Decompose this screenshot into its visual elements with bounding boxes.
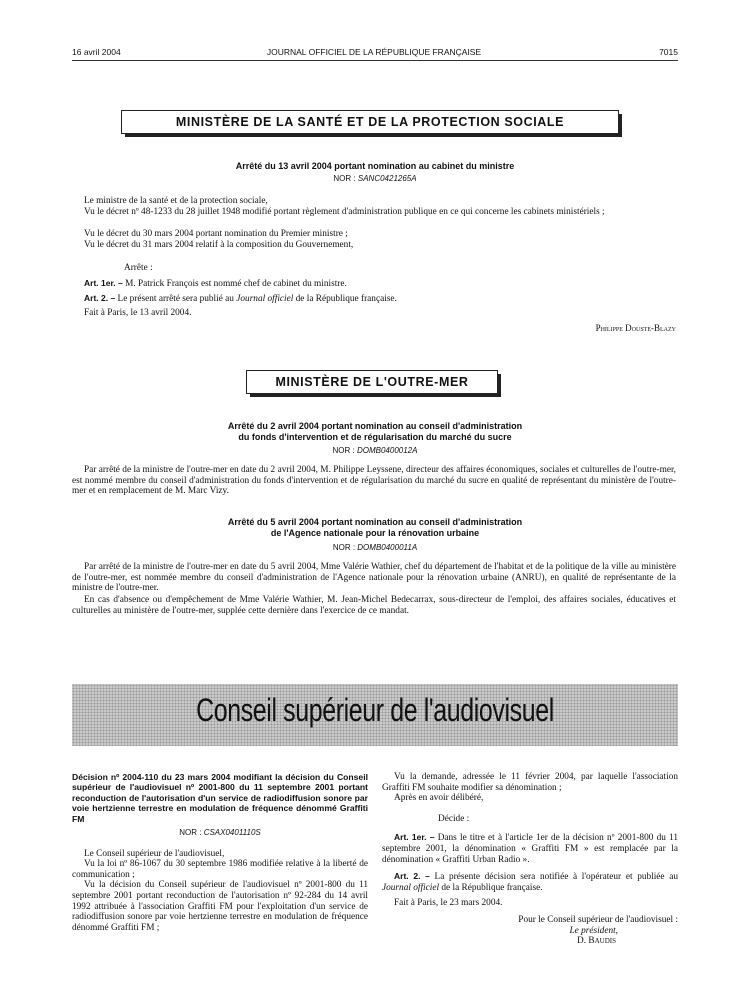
sante-arrete-label: Arrête :: [124, 263, 153, 273]
csa-signature-line1: Pour le Conseil supérieur de l'audiovisuel :: [518, 914, 678, 925]
outremer-arrete2-title-line1: Arrêté du 5 avril 2004 portant nomination au conseil d'administration: [227, 517, 523, 527]
header-page-number: 7015: [659, 47, 678, 57]
sante-article-2: Art. 2. – Le présent arrêté sera publié au Journal officiel de la République française.: [84, 293, 397, 304]
outremer-arrete2-title-line2: de l'Agence nationale pour la rénovation urbaine: [270, 528, 480, 538]
sante-preamble-3: Vu le décret du 30 mars 2004 portant nomination du Premier ministre ;: [84, 229, 348, 239]
csa-right-column: [382, 772, 678, 947]
outremer-arrete2-text1: Par arrêté de la ministre de l'outre-mer en date du 5 avril 2004, Mme Valérie Wathier, chef du département de l'habitat et de la politique de la ville au ministère de l'outre-mer, est nommée membre du conseil d'administration de l'Agence nationale pour la rénovation urbaine (ANRU), en qualité de représentante de la ministre de l'outre-mer.: [72, 562, 676, 593]
ministry-outremer-box: MINISTÈRE DE L'OUTRE-MER: [246, 370, 498, 394]
csa-signature-line3: D. Baudis: [577, 936, 616, 947]
csa-banner-title: Conseil supérieur de l'audiovisuel: [196, 692, 554, 728]
csa-banner: [72, 684, 678, 746]
csa-preamble-2: Vu la loi nº 86-1067 du 30 septembre 1986 modifiée relative à la liberté de communication ;: [72, 859, 368, 880]
csa-left-column: [72, 772, 368, 933]
csa-decide-label: Décide :: [438, 813, 470, 824]
header-rule: [72, 60, 678, 61]
sante-preamble-2: Vu le décret nº 48-1233 du 28 juillet 1948 modifié portant règlement d'administration publique en ce qui concerne les cabinets ministériels ;: [84, 207, 605, 217]
csa-article-1: Art. 1er. – Dans le titre et à l'article 1er de la décision nº 2001-800 du 11 septembre 2001, la dénomination « Graffiti FM » est remplacée par la dénomination « Graffiti Urban Radio ».: [382, 832, 679, 865]
sante-nor: NOR : SANC0421265A: [333, 174, 417, 183]
outremer-arrete1-text: Par arrêté de la ministre de l'outre-mer en date du 2 avril 2004, M. Philippe Leyssene, directeur des affaires économiques, sociales et culturelles de l'outre-mer, est nommé membre du conseil d'administration du fonds d'intervention et de régularisation du marché du sucre en qualité de représentant du ministère de l'outre-mer et en remplacement de M. Marc Vizy.: [72, 465, 676, 496]
csa-preamble-3: Vu la décision du Conseil supérieur de l'audiovisuel nº 2001-800 du 11 septembre 2001 portant reconduction de l'autorisation nº 92-284 du 14 avril 1992 attribuée à l'association Graffiti FM pour l'exploitation d'un service de radiodiffusion sonore par voie hertzienne terrestre en modulation de fréquence dénommé Graffiti FM ;: [72, 880, 368, 933]
csa-fait: Fait à Paris, le 23 mars 2004.: [394, 898, 503, 909]
csa-decision-title: Décision nº 2004-110 du 23 mars 2004 modifiant la décision du Conseil supérieur de l'audiovisuel nº 2001-800 du 11 septembre 2001 portant reconduction de l'autorisation d'un service de radiodiffusion sonore par voie hertzienne terrestre en modulation de fréquence dénommé Graffiti FM: [72, 772, 368, 824]
outremer-arrete1-title-line2: du fonds d'intervention et de régularisation du marché du sucre: [238, 432, 512, 442]
sante-fait: Fait à Paris, le 13 avril 2004.: [84, 308, 192, 318]
ministry-sante-box: MINISTÈRE DE LA SANTÉ ET DE LA PROTECTION SOCIALE: [121, 110, 619, 134]
outremer-arrete2-text2: En cas d'absence ou d'empêchement de Mme Valérie Wathier, M. Jean-Michel Bedecarrax, sous-directeur de l'emploi, des affaires sociales, éducatives et culturelles au ministère de l'outre-mer, supplée cette dernière dans l'exercice de ce mandat.: [72, 595, 676, 616]
header-date: 16 avril 2004: [72, 47, 121, 57]
outremer-arrete2-nor: NOR : DOMB0400011A: [332, 543, 418, 552]
sante-preamble-1: Le ministre de la santé et de la protection sociale,: [84, 196, 268, 206]
csa-article-2: Art. 2. – La présente décision sera notifiée à l'opérateur et publiée au Journal officiel de la République française.: [382, 871, 679, 893]
header-journal: JOURNAL OFFICIEL DE LA RÉPUBLIQUE FRANÇAISE: [266, 47, 482, 57]
outremer-arrete1-nor: NOR : DOMB0400012A: [332, 446, 418, 455]
sante-arrete-title: Arrêté du 13 avril 2004 portant nomination au cabinet du ministre: [235, 161, 515, 171]
csa-delibere: Après en avoir délibéré,: [394, 793, 484, 804]
csa-signature-line2: Le président,: [569, 925, 618, 936]
csa-preamble-1: Le Conseil supérieur de l'audiovisuel,: [84, 848, 225, 859]
outremer-arrete1-title-line1: Arrêté du 2 avril 2004 portant nomination au conseil d'administration: [227, 421, 523, 431]
sante-article-1: Art. 1er. – M. Patrick François est nommé chef de cabinet du ministre.: [84, 278, 347, 289]
csa-demande: Vu la demande, adressée le 11 février 2004, par laquelle l'association Graffiti FM souhaite modifier sa dénomination ;: [382, 772, 678, 793]
sante-preamble-4: Vu le décret du 31 mars 2004 relatif à la composition du Gouvernement,: [84, 240, 354, 250]
csa-nor: NOR : CSAX0401110S: [179, 828, 261, 838]
sante-signature: Philippe Douste-Blazy: [595, 323, 676, 333]
